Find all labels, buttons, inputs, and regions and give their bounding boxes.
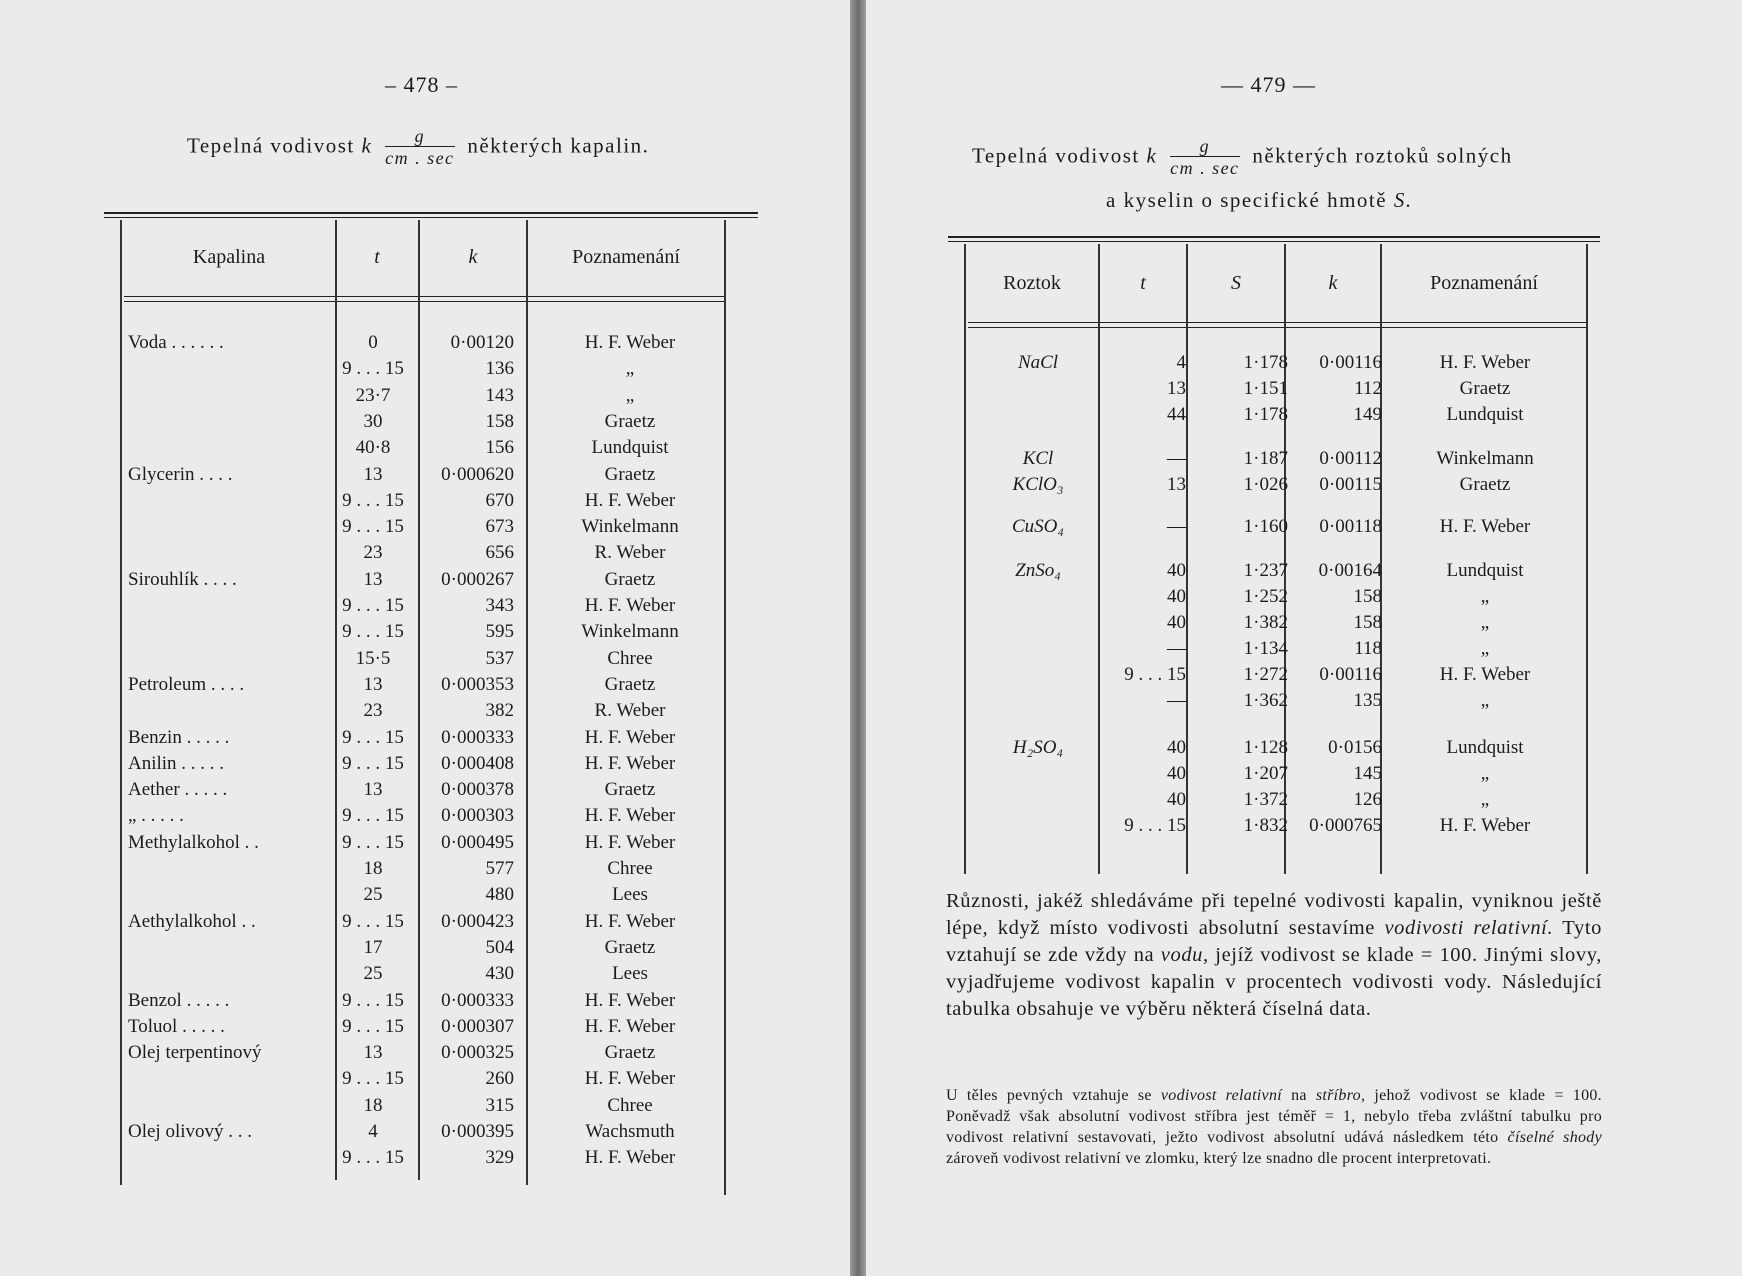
cell-t: 9 . . . 15 — [342, 358, 404, 380]
cell-note: Lundquist — [1446, 404, 1524, 425]
header-note: Poznamenání — [1430, 272, 1538, 294]
cell-k: 0·000620 — [441, 463, 514, 485]
cell-note: Chree — [607, 858, 653, 879]
cell-k: 0·000325 — [441, 1042, 514, 1064]
fraction-denominator: cm . sec — [385, 148, 455, 168]
text-run: vodivosti relativní. — [1384, 917, 1554, 939]
table-top-rule — [948, 241, 1600, 242]
header-name: Kapalina — [192, 246, 266, 268]
column-divider — [526, 220, 528, 1185]
cell-note: Graetz — [604, 568, 656, 590]
header-rule — [124, 301, 726, 302]
cell-s: 1·134 — [1243, 638, 1288, 659]
cell-note: R. Weber — [594, 700, 666, 722]
cell-note: H. F. Weber — [584, 1015, 676, 1037]
table-title — [187, 126, 649, 169]
cell-t: 40 — [1167, 737, 1186, 758]
cell-k: 135 — [1353, 690, 1382, 711]
cell-note: Winkelmann — [581, 516, 679, 538]
cell-k: 0·000267 — [441, 568, 514, 590]
header-rule — [124, 296, 726, 297]
cell-note: Graetz — [604, 936, 656, 958]
cell-k: 537 — [485, 647, 514, 669]
text-run: jehož vodivost se klade = 100. Poněvadž však absolutní vodivost stříbra jest téměř = 1, nebylo třeba zvláštní tabulku pro vodivost relativní sestavovati, ježto vodivost absolutní udává následkem této — [946, 1087, 1602, 1146]
cell-note: H. F. Weber — [584, 726, 676, 748]
cell-k: 577 — [485, 858, 514, 879]
cell-liquid: Anilin . . . . . — [128, 752, 225, 774]
cell-t: 13 — [363, 463, 383, 485]
cell-note: Wachsmuth — [585, 1121, 675, 1142]
cell-k: 158 — [1353, 586, 1382, 607]
cell-t: 9 . . . 15 — [342, 516, 404, 538]
title-line2-prefix: a kyselin o specifické hmotě — [1106, 188, 1388, 212]
cell-note: Chree — [607, 647, 653, 669]
cell-k: 343 — [485, 595, 514, 616]
cell-k: 673 — [485, 516, 514, 538]
cell-liquid: Glycerin . . . . — [128, 463, 233, 485]
cell-solution: KClO₃ — [1012, 474, 1064, 495]
cell-t: 9 . . . 15 — [342, 1068, 404, 1090]
cell-note: Chree — [607, 1094, 653, 1116]
header-t: t — [1140, 272, 1146, 294]
cell-t: 9 . . . 15 — [1124, 664, 1186, 685]
cell-k: 0·00115 — [1319, 474, 1382, 495]
cell-k: 382 — [485, 700, 514, 722]
cell-k: 0·00116 — [1319, 664, 1382, 685]
cell-note: Graetz — [1459, 378, 1511, 399]
cell-note: Lundquist — [1446, 560, 1524, 581]
cell-liquid: Sirouhlík . . . . — [128, 568, 237, 590]
text-run: zároveň vodivost relativní ve zlomku, který lze snadno dle procent interpretovati. — [946, 1150, 1492, 1167]
cell-k: 0·000495 — [441, 831, 514, 853]
cell-k: 145 — [1353, 763, 1382, 784]
cell-k: 0·000353 — [441, 673, 514, 695]
cell-k: 0·00164 — [1318, 560, 1382, 581]
cell-s: 1·372 — [1243, 789, 1288, 810]
cell-note: Graetz — [604, 463, 656, 485]
cell-k: 136 — [485, 358, 514, 380]
text-run: vodu, — [1160, 944, 1209, 966]
cell-s: 1·178 — [1243, 352, 1288, 373]
cell-k: 0·00112 — [1319, 448, 1382, 469]
cell-s: 1·207 — [1243, 763, 1288, 784]
cell-t: 9 . . . 15 — [342, 805, 404, 827]
cell-t: 9 . . . 15 — [342, 910, 404, 932]
header-k: k — [468, 246, 478, 268]
cell-t: 40 — [1167, 789, 1186, 810]
cell-t: 9 . . . 15 — [342, 989, 404, 1011]
text-run: na — [1282, 1087, 1316, 1104]
column-divider — [1586, 244, 1588, 874]
book-gutter — [850, 0, 866, 1276]
cell-note: H. F. Weber — [584, 805, 676, 827]
cell-note: Graetz — [1459, 474, 1511, 495]
cell-k: 0·000307 — [441, 1015, 514, 1037]
cell-note: „ — [625, 384, 635, 406]
cell-note: H. F. Weber — [584, 989, 676, 1011]
cell-note: „ — [1480, 586, 1490, 607]
text-run: Různosti, jakéž shledáváme při tepelné vodivosti kapalin, vyniknou ještě lépe, když místo vodivosti absolutní sestavíme — [946, 890, 1602, 939]
cell-liquid: Aethylalkohol . . — [128, 910, 256, 932]
cell-s: 1·178 — [1243, 404, 1288, 425]
cell-k: 143 — [485, 384, 514, 406]
cell-t: 9 . . . 15 — [342, 1015, 404, 1037]
cell-k: 315 — [485, 1094, 514, 1116]
cell-k: 156 — [485, 437, 514, 459]
cell-k: 0·000765 — [1309, 815, 1382, 836]
cell-note: „ — [1480, 690, 1490, 711]
text-run: U těles pevných vztahuje se — [946, 1087, 1161, 1104]
cell-t: 9 . . . 15 — [342, 726, 404, 748]
cell-t: 9 . . . 15 — [342, 1147, 404, 1169]
cell-k: 260 — [485, 1068, 514, 1090]
cell-t: — — [1167, 448, 1186, 469]
cell-solution: H₂SO₄ — [1012, 737, 1064, 758]
title-fraction — [1170, 136, 1239, 179]
cell-t: 18 — [363, 858, 383, 879]
cell-k: 504 — [485, 936, 514, 958]
cell-note: Winkelmann — [1436, 448, 1534, 469]
table-title — [972, 136, 1513, 179]
cell-note: H. F. Weber — [584, 910, 676, 932]
cell-t: 9 . . . 15 — [342, 489, 404, 511]
cell-note: „ — [1480, 612, 1490, 633]
title-suffix: některých kapalin. — [467, 133, 650, 158]
cell-t: 4 — [368, 1121, 378, 1142]
cell-k: 0·000303 — [441, 805, 514, 827]
cell-note: Graetz — [604, 673, 656, 695]
page-number: – 478 – — [385, 72, 458, 97]
cell-t: — — [1167, 690, 1186, 711]
cell-s: 1·252 — [1243, 586, 1288, 607]
cell-k: 595 — [485, 621, 514, 643]
cell-s: 1·026 — [1243, 474, 1288, 495]
cell-t: 15·5 — [355, 647, 391, 669]
text-run: číselné shody — [1507, 1129, 1602, 1146]
cell-k: 0·00118 — [1319, 516, 1382, 537]
cell-note: Lundquist — [591, 437, 669, 459]
header-k: k — [1328, 272, 1338, 294]
column-divider — [120, 220, 122, 1185]
cell-t: 44 — [1167, 404, 1186, 425]
cell-k: 0·000333 — [441, 726, 514, 748]
cell-t: — — [1167, 516, 1186, 537]
cell-solution: KCl — [1022, 448, 1054, 469]
cell-t: 23 — [363, 700, 383, 722]
title-prefix: Tepelná vodivost — [972, 143, 1140, 168]
cell-t: 25 — [363, 884, 383, 906]
cell-t: 9 . . . 15 — [1124, 815, 1186, 836]
cell-t: 40 — [1167, 763, 1186, 784]
cell-t: 23 — [363, 542, 383, 564]
cell-k: 0·00120 — [450, 332, 514, 353]
cell-note: „ — [1480, 763, 1490, 784]
cell-t: 9 . . . 15 — [342, 752, 404, 774]
cell-note: Lundquist — [1446, 737, 1524, 758]
cell-note: H. F. Weber — [1439, 516, 1531, 537]
cell-k: 0·000378 — [441, 779, 514, 801]
table-title-line2 — [1106, 188, 1413, 213]
cell-note: H. F. Weber — [1439, 664, 1531, 685]
cell-k: 656 — [485, 542, 514, 564]
body-paragraph — [946, 888, 1602, 1023]
cell-note: H. F. Weber — [584, 831, 676, 853]
cell-t: 4 — [1176, 352, 1186, 373]
cell-liquid: Methylalkohol . . — [128, 831, 259, 853]
text-run: stříbro, — [1315, 1087, 1366, 1104]
cell-liquid: Voda . . . . . . — [128, 332, 224, 353]
fraction-numerator: g — [385, 126, 454, 147]
cell-solution: CuSO₄ — [1012, 516, 1064, 537]
cell-note: „ — [625, 358, 635, 380]
cell-t: 17 — [363, 936, 383, 958]
cell-note: H. F. Weber — [584, 1147, 676, 1169]
cell-s: 1·272 — [1243, 664, 1288, 685]
cell-s: 1·832 — [1243, 815, 1288, 836]
header-rule — [968, 327, 1586, 328]
cell-t: 13 — [1167, 378, 1186, 399]
cell-liquid: Olej terpentinový — [128, 1042, 262, 1064]
cell-t: 40 — [1167, 612, 1186, 633]
cell-k: 430 — [485, 963, 514, 985]
cell-note: „ — [1480, 789, 1490, 810]
column-divider — [724, 220, 726, 1195]
header-name: Roztok — [1003, 272, 1061, 294]
cell-note: Lees — [612, 884, 648, 906]
cell-k: 329 — [485, 1147, 514, 1169]
cell-k: 0·0156 — [1328, 737, 1382, 758]
cell-note: H. F. Weber — [584, 332, 676, 353]
table-top-rule — [104, 217, 758, 218]
text-run: vodivost relativní — [1160, 1087, 1283, 1104]
cell-t: 40 — [1167, 586, 1186, 607]
cell-s: 1·382 — [1243, 612, 1288, 633]
cell-t: 25 — [363, 963, 383, 985]
title-prefix: Tepelná vodivost — [187, 133, 355, 158]
cell-note: Winkelmann — [581, 621, 679, 643]
fraction-denominator: cm . sec — [1170, 158, 1240, 178]
cell-t: 23·7 — [355, 384, 391, 406]
cell-k: 158 — [485, 410, 514, 432]
fraction-numerator: g — [1170, 136, 1239, 157]
cell-k: 126 — [1353, 789, 1382, 810]
text-run: Tyto vztahují se zde vždy na — [946, 917, 1602, 966]
title-fraction — [385, 126, 454, 169]
cell-t: 9 . . . 15 — [342, 621, 404, 643]
cell-note: R. Weber — [594, 542, 666, 564]
cell-liquid: Aether . . . . . — [128, 779, 228, 801]
cell-liquid: Benzin . . . . . — [128, 726, 230, 748]
cell-t: 13 — [363, 779, 383, 801]
table-top-rule — [948, 236, 1600, 238]
cell-t: 40 — [1167, 560, 1186, 581]
cell-note: H. F. Weber — [584, 489, 676, 511]
cell-note: Graetz — [604, 410, 656, 432]
title-var: k — [1146, 143, 1158, 168]
cell-k: 118 — [1354, 638, 1382, 659]
cell-k: 149 — [1353, 404, 1382, 425]
cell-note: H. F. Weber — [1439, 815, 1531, 836]
cell-t: 40·8 — [355, 437, 391, 459]
cell-t: — — [1167, 638, 1186, 659]
header-t: t — [374, 246, 380, 268]
cell-t: 13 — [363, 568, 383, 590]
cell-liquid: Toluol . . . . . — [128, 1015, 225, 1037]
cell-t: 9 . . . 15 — [342, 831, 404, 853]
cell-note: H. F. Weber — [584, 595, 676, 616]
cell-note: Lees — [612, 963, 648, 985]
text-run: jejíž vodivost se klade = 100. Jinými slovy, vyjadřujeme vodivost kapalin v procentech vodivosti vody. Následující tabulka obsahuje ve výběru některá číselná data. — [946, 944, 1602, 1020]
cell-k: 0·000395 — [441, 1121, 514, 1142]
cell-s: 1·160 — [1243, 516, 1288, 537]
cell-t: 13 — [363, 1042, 383, 1064]
cell-note: Graetz — [604, 779, 656, 801]
cell-s: 1·187 — [1243, 448, 1288, 469]
cell-t: 18 — [363, 1094, 383, 1116]
cell-note: H. F. Weber — [584, 752, 676, 774]
cell-k: 670 — [485, 489, 514, 511]
cell-s: 1·151 — [1243, 378, 1288, 399]
cell-s: 1·362 — [1243, 690, 1288, 711]
table-top-rule — [104, 212, 758, 214]
cell-s: 1·128 — [1243, 737, 1288, 758]
cell-t: 13 — [1167, 474, 1186, 495]
header-note: Poznamenání — [572, 246, 680, 268]
cell-note: H. F. Weber — [1439, 352, 1531, 373]
cell-s: 1·237 — [1243, 560, 1288, 581]
cell-t: 9 . . . 15 — [342, 595, 404, 616]
header-s: S — [1231, 272, 1241, 294]
footnote-paragraph — [946, 1085, 1602, 1169]
cell-k: 0·00116 — [1319, 352, 1382, 373]
cell-t: 30 — [363, 410, 383, 432]
header-rule — [968, 322, 1586, 323]
cell-solution: NaCl — [1017, 352, 1059, 373]
cell-k: 0·000423 — [441, 910, 514, 932]
cell-k: 0·000333 — [441, 989, 514, 1011]
cell-note: „ — [1480, 638, 1490, 659]
cell-liquid: Petroleum . . . . — [128, 673, 245, 695]
cell-liquid: Benzol . . . . . — [128, 989, 230, 1011]
cell-k: 480 — [485, 884, 514, 906]
cell-t: 0 — [368, 332, 378, 353]
cell-liquid: „ . . . . . — [128, 805, 184, 827]
page-number: — 479 — — [1221, 72, 1316, 97]
cell-k: 112 — [1354, 378, 1382, 399]
cell-k: 0·000408 — [441, 752, 514, 774]
title-suffix: některých roztoků solných — [1252, 143, 1513, 168]
cell-liquid: Olej olivový . . . — [128, 1121, 253, 1142]
cell-t: 13 — [363, 673, 383, 695]
cell-solution: ZnSo₄ — [1015, 560, 1061, 581]
cell-k: 158 — [1353, 612, 1382, 633]
cell-note: H. F. Weber — [584, 1068, 676, 1090]
title-var: k — [361, 133, 373, 158]
title-line2-var: S. — [1393, 188, 1413, 212]
cell-note: Graetz — [604, 1042, 656, 1064]
